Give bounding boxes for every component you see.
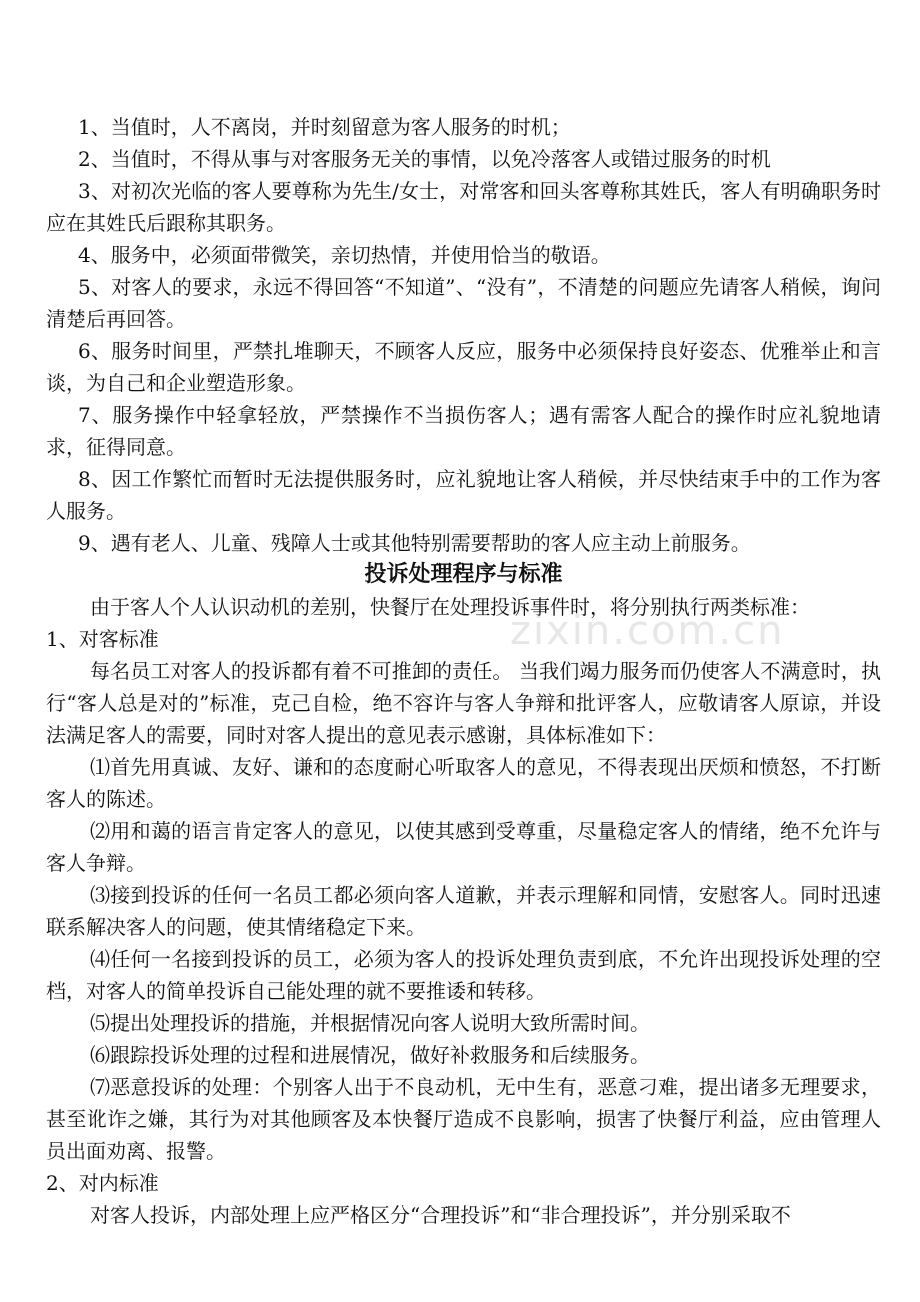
service-rule-6: 6、服务时间里，严禁扎堆聊天，不顾客人反应，服务中必须保持良好姿态、优雅举止和言谈，为自己和企业塑造形象。	[46, 339, 881, 395]
external-item-1: ⑴首先用真诚、友好、谦和的态度耐心听取客人的意见，不得表现出厌烦和愤怒，不打断客人的陈述。	[46, 755, 881, 811]
watermark: zixin.com.cn	[510, 608, 785, 654]
external-item-4: ⑷任何一名接到投诉的员工，必须为客人的投诉处理负责到底，不允许出现投诉处理的空档，对客人的简单投诉自己能处理的就不要推诿和转移。	[46, 947, 881, 1003]
external-item-7: ⑺恶意投诉的处理：个别客人出于不良动机，无中生有，恶意刁难，提出诸多无理要求，甚至讹诈之嫌，其行为对其他顾客及本快餐厅造成不良影响，损害了快餐厅利益，应由管理人员出面劝离、报警。	[46, 1075, 881, 1163]
service-rule-1: 1、当值时，人不离岗，并时刻留意为客人服务的时机；	[78, 115, 571, 139]
internal-standard-intro: 对客人投诉，内部处理上应严格区分“合理投诉”和“非合理投诉”，并分别采取不	[90, 1203, 791, 1227]
service-rule-8: 8、因工作繁忙而暂时无法提供服务时，应礼貌地让客人稍候，并尽快结束手中的工作为客人服务。	[46, 467, 881, 523]
external-item-6: ⑹跟踪投诉处理的过程和进展情况，做好补救服务和后续服务。	[90, 1043, 650, 1067]
service-rule-7: 7、服务操作中轻拿轻放，严禁操作不当损伤客人；遇有需客人配合的操作时应礼貌地请求，征得同意。	[46, 403, 881, 459]
service-rule-5: 5、对客人的要求，永远不得回答“不知道”、“没有”，不清楚的问题应先请客人稍候，询问清楚后再回答。	[46, 275, 881, 331]
service-rule-9: 9、遇有老人、儿童、残障人士或其他特别需要帮助的客人应主动上前服务。	[78, 531, 751, 555]
document-page	[46, 111, 881, 1231]
service-rule-3: 3、对初次光临的客人要尊称为先生/女士，对常客和回头客尊称其姓氏，客人有明确职务时应在其姓氏后跟称其职务。	[46, 179, 881, 235]
internal-standard-heading: 2、对内标准	[46, 1171, 159, 1195]
service-rule-4: 4、服务中，必须面带微笑，亲切热情，并使用恰当的敬语。	[78, 243, 611, 267]
external-standard-intro: 每名员工对客人的投诉都有着不可推卸的责任。 当我们竭力服务而仍使客人不满意时，执行“客人总是对的”标准，克己自检，绝不容许与客人争辩和批评客人，应敬请客人原谅，并设法满足客人的需要，同时对客人提出的意见表示感谢，具体标准如下：	[46, 659, 881, 747]
service-rule-2: 2、当值时，不得从事与对客服务无关的事情，以免冷落客人或错过服务的时机	[78, 147, 771, 171]
external-item-3: ⑶接到投诉的任何一名员工都必须向客人道歉，并表示理解和同情，安慰客人。同时迅速联系解决客人的问题，使其情绪稳定下来。	[46, 883, 881, 939]
section-intro: 由于客人个人认识动机的差别，快餐厅在处理投诉事件时，将分别执行两类标准：	[90, 595, 810, 619]
section-title: 投诉处理程序与标准	[364, 562, 563, 587]
external-standard-heading: 1、对客标准	[46, 627, 159, 651]
external-item-2: ⑵用和蔼的语言肯定客人的意见，以使其感到受尊重，尽量稳定客人的情绪，绝不允许与客人争辩。	[46, 819, 881, 875]
external-item-5: ⑸提出处理投诉的措施，并根据情况向客人说明大致所需时间。	[90, 1011, 650, 1035]
